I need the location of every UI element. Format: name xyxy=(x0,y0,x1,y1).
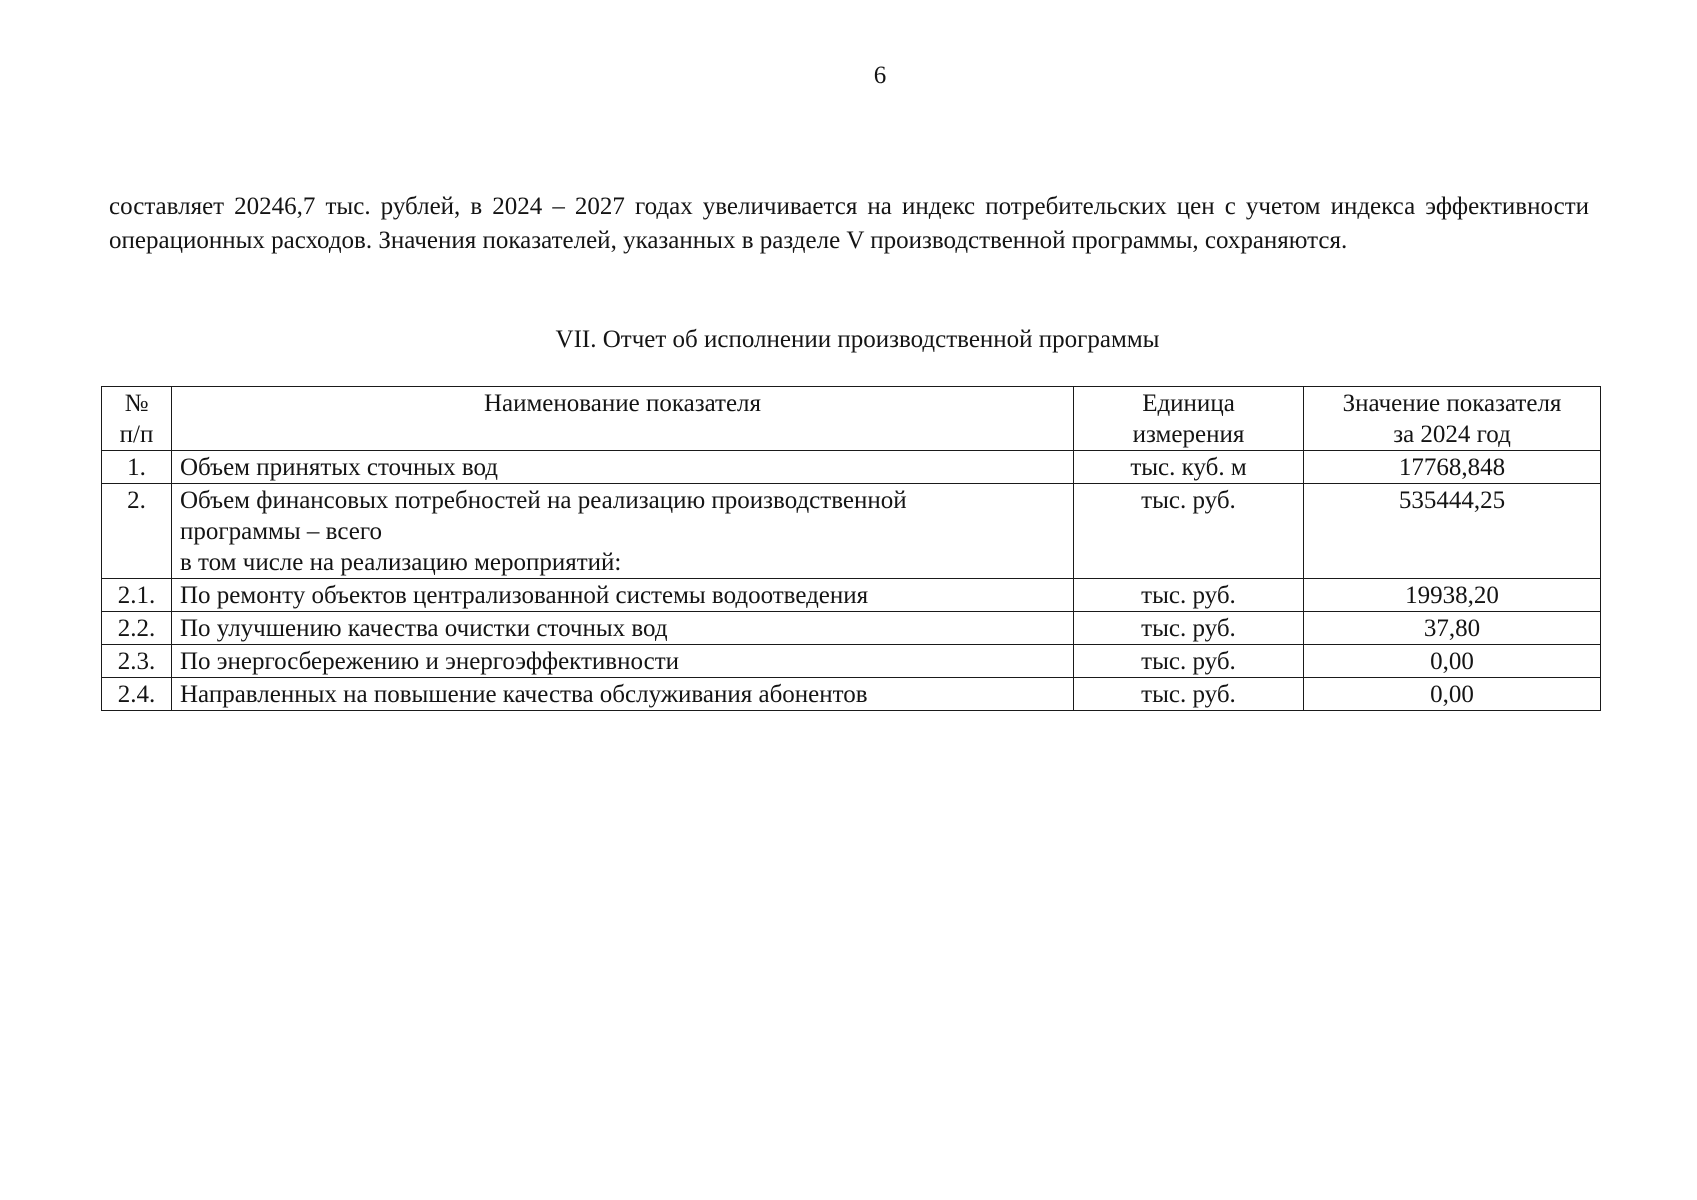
header-value-line1: Значение показателя xyxy=(1342,390,1562,417)
row-unit: тыс. руб. xyxy=(1074,579,1304,612)
row-name-line1: Объем финансовых потребностей на реализацию производственной xyxy=(180,487,907,514)
table-row xyxy=(102,678,1601,711)
header-unit-line2: измерения xyxy=(1132,421,1245,448)
row-name: По улучшению качества очистки сточных вод xyxy=(172,612,1074,645)
row-name-line2: программы – всего xyxy=(180,518,382,545)
row-unit: тыс. куб. м xyxy=(1074,451,1304,484)
row-name: Направленных на повышение качества обслуживания абонентов xyxy=(172,678,1074,711)
table-row xyxy=(102,612,1601,645)
row-value: 0,00 xyxy=(1304,678,1601,711)
row-number: 2.3. xyxy=(102,645,172,678)
row-unit: тыс. руб. xyxy=(1074,678,1304,711)
row-unit: тыс. руб. xyxy=(1074,612,1304,645)
header-number-line1: № xyxy=(124,390,149,417)
table-row xyxy=(102,645,1601,678)
row-value: 19938,20 xyxy=(1304,579,1601,612)
header-name: Наименование показателя xyxy=(172,387,1074,451)
row-name: Объем принятых сточных вод xyxy=(172,451,1074,484)
header-number-line2: п/п xyxy=(119,421,154,448)
row-name-line3: в том числе на реализацию мероприятий: xyxy=(180,549,622,576)
header-number xyxy=(102,387,172,451)
header-unit-line1: Единица xyxy=(1142,390,1235,417)
row-number: 2.4. xyxy=(102,678,172,711)
row-name: По ремонту объектов централизованной системы водоотведения xyxy=(172,579,1074,612)
row-number: 2.1. xyxy=(102,579,172,612)
row-number: 1. xyxy=(102,451,172,484)
row-value: 0,00 xyxy=(1304,645,1601,678)
row-name xyxy=(172,484,1074,579)
table-row xyxy=(102,484,1601,579)
table-row xyxy=(102,451,1601,484)
table-header-row xyxy=(102,387,1601,451)
row-unit: тыс. руб. xyxy=(1074,484,1304,579)
body-paragraph: составляет 20246,7 тыс. рублей, в 2024 – 2027 годах увеличивается на индекс потребительских цен с учетом индекса эффективности операционных расходов. Значения показателей, указанных в разделе V производственной программы, сохраняются. xyxy=(109,193,1589,254)
header-value-line2: за 2024 год xyxy=(1393,421,1511,448)
report-table xyxy=(101,386,1601,711)
row-value: 535444,25 xyxy=(1304,484,1601,579)
header-unit xyxy=(1074,387,1304,451)
row-unit: тыс. руб. xyxy=(1074,645,1304,678)
row-name: По энергосбережению и энергоэффективности xyxy=(172,645,1074,678)
page-number: 6 xyxy=(873,62,887,89)
row-value: 17768,848 xyxy=(1304,451,1601,484)
section-title: VII. Отчет об исполнении производственной программы xyxy=(555,326,1160,353)
row-number: 2.2. xyxy=(102,612,172,645)
row-number: 2. xyxy=(102,484,172,579)
row-value: 37,80 xyxy=(1304,612,1601,645)
header-value xyxy=(1304,387,1601,451)
table-row xyxy=(102,579,1601,612)
